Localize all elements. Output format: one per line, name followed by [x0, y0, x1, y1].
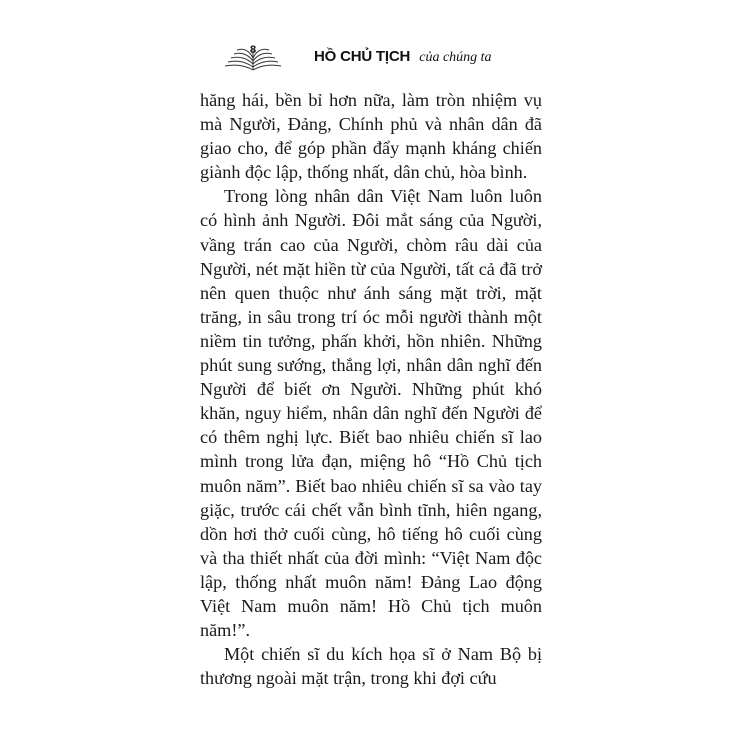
paragraph-2: Trong lòng nhân dân Việt Nam luôn luôn có hình ảnh Người. Đôi mắt sáng của Người, vầng trán cao của Người, chòm râu dài của Người, nét mặt hiền từ của Người, tất cả đã trở nên quen thuộc như ánh sáng mặt trời, mặt trăng, in sâu trong trí óc mỗi người thành một niềm tin tưởng, phấn khởi, hồn nhiên. Những phút sung sướng, thắng lợi, nhân dân nghĩ đến Người để biết ơn Người. Những phút khó khăn, nguy hiểm, nhân dân nghĩ đến Người để có thêm nghị lực. Biết bao nhiêu chiến sĩ lao mình trong lửa đạn, miệng hô “Hồ Chủ tịch muôn năm”. Biết bao nhiêu chiến sĩ sa vào tay giặc, trước cái chết vẫn bình tĩnh, hiên ngang, dồn hơi thở cuối cùng, hô tiếng hô cuối cùng và tha thiết nhất của đời mình: “Việt Nam độc lập, thống nhất muôn năm! Đảng Lao động Việt Nam muôn năm! Hồ Chủ tịch muôn năm!”. [200, 186, 542, 641]
page-body [200, 88, 542, 690]
paragraph-3: Một chiến sĩ du kích họa sĩ ở Nam Bộ bị thương ngoài mặt trận, trong khi đợi cứu [200, 644, 542, 689]
paragraph-1: hăng hái, bền bỉ hơn nữa, làm tròn nhiệm vụ mà Người, Đảng, Chính phủ và nhân dân đã giao cho, để góp phần đẩy mạnh kháng chiến giành độc lập, thống nhất, dân chủ, hòa bình. [200, 90, 542, 183]
page-header [222, 40, 552, 76]
running-title [314, 46, 492, 66]
running-title-main: HỒ CHỦ TỊCH [314, 48, 411, 65]
running-title-sub: của chúng ta [419, 50, 492, 65]
page-number: 8 [250, 44, 257, 56]
